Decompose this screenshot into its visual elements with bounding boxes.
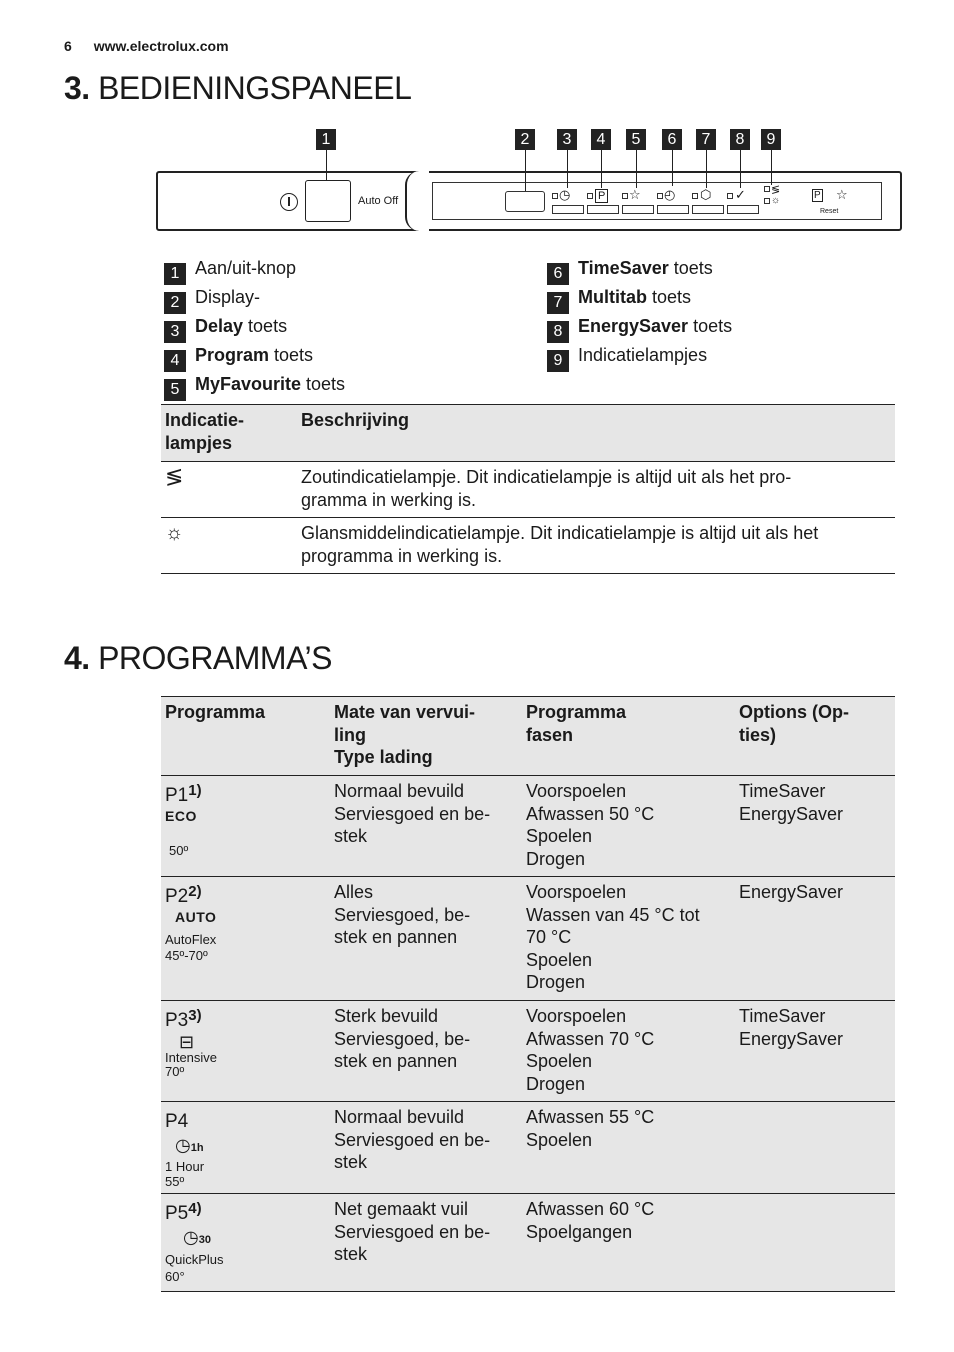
indicator-dot bbox=[692, 193, 698, 199]
eco-icon: ECO bbox=[165, 807, 197, 824]
section-number: 3. bbox=[64, 70, 90, 106]
legend-item: 2 Display- bbox=[164, 287, 260, 314]
callout-1: 1 bbox=[316, 129, 336, 150]
callout-3: 3 bbox=[557, 129, 577, 150]
leader-line bbox=[601, 150, 602, 188]
section-number: 4. bbox=[64, 640, 90, 676]
column-header: Options (Op- ties) bbox=[735, 697, 895, 776]
program-name: P1 bbox=[165, 785, 189, 806]
phases-cell: Voorspoelen Afwassen 50 °C Spoelen Drogen bbox=[522, 776, 735, 877]
callout-4: 4 bbox=[591, 129, 611, 150]
footnote-ref: 3) bbox=[188, 1007, 202, 1024]
options-cell: TimeSaver EnergySaver bbox=[735, 1001, 895, 1102]
options-cell: EnergySaver bbox=[735, 877, 895, 1001]
soil-cell: Net gemaakt vuil Serviesgoed en be- stek bbox=[330, 1194, 522, 1292]
program-cell bbox=[161, 776, 330, 877]
program-cell bbox=[161, 1001, 330, 1102]
salt-icon: ≶ bbox=[771, 184, 781, 196]
energysaver-icon: ✓ bbox=[735, 187, 746, 202]
indicator-icon-cell bbox=[161, 518, 297, 574]
myfavourite-button[interactable] bbox=[622, 205, 654, 214]
options-cell: TimeSaver EnergySaver bbox=[735, 776, 895, 877]
indicator-dot bbox=[657, 193, 663, 199]
panel-divider bbox=[405, 171, 429, 231]
favourite-icon: ☆ bbox=[629, 187, 641, 202]
indicator-dot bbox=[587, 193, 593, 199]
reset-label: Reset bbox=[820, 208, 839, 215]
legend-item: 7 Multitab toets bbox=[547, 287, 691, 314]
auto-icon: AUTO bbox=[175, 908, 217, 925]
callout-9: 9 bbox=[761, 129, 781, 150]
indicator-dot bbox=[622, 193, 628, 199]
program-icon: P bbox=[814, 190, 821, 201]
phases-cell: Afwassen 55 °C Spoelen bbox=[522, 1102, 735, 1194]
indicator-dot bbox=[727, 193, 733, 199]
description-cell: Glansmiddelindicatielampje. Dit indicatielampje is altijd uit als het programma in werking is. bbox=[297, 518, 895, 574]
phases-cell: Voorspoelen Afwassen 70 °C Spoelen Drogen bbox=[522, 1001, 735, 1102]
legend-number: 9 bbox=[547, 350, 569, 372]
leader-line bbox=[525, 150, 526, 192]
program-cell bbox=[161, 877, 330, 1001]
legend-item: 3 Delay toets bbox=[164, 316, 287, 343]
callout-2: 2 bbox=[515, 129, 535, 150]
website: www.electrolux.com bbox=[93, 38, 229, 54]
program-temp: AutoFlex 45º-70º bbox=[165, 931, 217, 963]
legend-number: 1 bbox=[164, 263, 186, 285]
indicator-dot bbox=[764, 198, 770, 204]
leader-line bbox=[706, 150, 707, 188]
multitab-icon: ⬡ bbox=[700, 187, 712, 202]
program-icon: P bbox=[595, 189, 608, 203]
soil-cell: Normaal bevuild Serviesgoed en be- stek bbox=[330, 1102, 522, 1194]
program-table bbox=[161, 696, 895, 1292]
legend-number: 7 bbox=[547, 292, 569, 314]
legend-number: 6 bbox=[547, 263, 569, 285]
timesaver-button[interactable] bbox=[657, 205, 689, 214]
column-header: Programma bbox=[161, 697, 330, 776]
footnote-ref: 1) bbox=[188, 782, 202, 799]
multitab-button[interactable] bbox=[692, 205, 724, 214]
column-header: Programma fasen bbox=[522, 697, 735, 776]
legend-number: 4 bbox=[164, 350, 186, 372]
legend-item: 9 Indicatielampjes bbox=[547, 345, 707, 372]
auto-off-label: Auto Off bbox=[358, 195, 399, 207]
options-cell bbox=[735, 1194, 895, 1292]
quick-30-icon: ◷30 bbox=[183, 1226, 211, 1247]
rinse-aid-icon: ☼ bbox=[165, 522, 184, 544]
program-name: P2 bbox=[165, 886, 189, 907]
program-temp: Intensive 70º bbox=[165, 1049, 218, 1079]
footnote-ref: 2) bbox=[188, 883, 202, 900]
page-number: 6 bbox=[64, 38, 72, 54]
soil-cell: Sterk bevuild Serviesgoed, be- stek en pannen bbox=[330, 1001, 522, 1102]
table-row bbox=[161, 776, 895, 877]
energysaver-button[interactable] bbox=[727, 205, 759, 214]
section-4-heading bbox=[64, 640, 332, 677]
callout-6: 6 bbox=[662, 129, 682, 150]
program-temp: 50º bbox=[169, 842, 189, 858]
table-header-row bbox=[161, 405, 895, 462]
phases-cell: Afwassen 60 °C Spoelgangen bbox=[522, 1194, 735, 1292]
legend-item: 6 TimeSaver toets bbox=[547, 258, 713, 285]
legend-number: 2 bbox=[164, 292, 186, 314]
display bbox=[505, 191, 545, 212]
indicator-icon-cell bbox=[161, 462, 297, 518]
legend-item: 4 Program toets bbox=[164, 345, 313, 372]
rinse-aid-icon: ☼ bbox=[771, 195, 781, 206]
table-row bbox=[161, 1102, 895, 1194]
description-cell: Zoutindicatielampje. Dit indicatielampje is altijd uit als het pro- gramma in werking is. bbox=[297, 462, 895, 518]
leader-line bbox=[567, 150, 568, 188]
options-cell bbox=[735, 1102, 895, 1194]
section-3-heading bbox=[64, 70, 411, 107]
table-row bbox=[161, 518, 895, 574]
column-header: Indicatie- lampjes bbox=[161, 405, 297, 462]
delay-button[interactable] bbox=[552, 205, 584, 214]
indicator-dot bbox=[764, 186, 770, 192]
program-cell bbox=[161, 1194, 330, 1292]
one-hour-icon: ◷1h bbox=[175, 1134, 204, 1155]
column-header: Beschrijving bbox=[297, 405, 895, 462]
power-icon bbox=[280, 193, 298, 211]
program-cell bbox=[161, 1102, 330, 1194]
legend-number: 8 bbox=[547, 321, 569, 343]
program-name: P5 bbox=[165, 1203, 189, 1224]
leader-line bbox=[326, 150, 327, 181]
indicator-dot bbox=[552, 193, 558, 199]
favourite-icon: ☆ bbox=[836, 187, 848, 202]
soil-cell: Alles Serviesgoed, be- stek en pannen bbox=[330, 877, 522, 1001]
callout-7: 7 bbox=[696, 129, 716, 150]
program-temp: QuickPlus 60° bbox=[165, 1251, 224, 1284]
legend-item: 1 Aan/uit-knop bbox=[164, 258, 296, 285]
callout-8: 8 bbox=[730, 129, 750, 150]
leader-line bbox=[740, 150, 741, 188]
legend-number: 3 bbox=[164, 321, 186, 343]
footnote-ref: 4) bbox=[188, 1200, 202, 1217]
soil-cell: Normaal bevuild Serviesgoed en be- stek bbox=[330, 776, 522, 877]
table-row bbox=[161, 877, 895, 1001]
table-header-row bbox=[161, 697, 895, 776]
table-row bbox=[161, 462, 895, 518]
legend-item: 5 MyFavourite toets bbox=[164, 374, 345, 401]
delay-icon: ◷ bbox=[559, 187, 571, 202]
leader-line bbox=[636, 150, 637, 188]
indicator-table bbox=[161, 404, 895, 574]
section-title: PROGRAMMA’S bbox=[98, 640, 332, 676]
legend-item: 8 EnergySaver toets bbox=[547, 316, 732, 343]
leader-line bbox=[672, 150, 673, 186]
table-row bbox=[161, 1001, 895, 1102]
column-header: Mate van vervui- ling Type lading bbox=[330, 697, 522, 776]
program-temp: 1 Hour 55º bbox=[165, 1158, 205, 1189]
phases-cell: Voorspoelen Wassen van 45 °C tot 70 °C Spoelen Drogen bbox=[522, 877, 735, 1001]
program-name: P4 bbox=[165, 1111, 189, 1132]
legend-number: 5 bbox=[164, 379, 186, 401]
pot-icon: ⊟ bbox=[179, 1031, 195, 1052]
program-button[interactable] bbox=[587, 205, 619, 214]
on-off-button[interactable] bbox=[305, 180, 351, 222]
section-title: BEDIENINGSPANEEL bbox=[98, 70, 412, 106]
timesaver-icon: ◴ bbox=[664, 187, 676, 202]
salt-icon: ≶ bbox=[165, 464, 184, 489]
table-row bbox=[161, 1194, 895, 1292]
program-name: P3 bbox=[165, 1010, 189, 1031]
page-header bbox=[64, 38, 229, 54]
callout-5: 5 bbox=[626, 129, 646, 150]
leader-line bbox=[771, 150, 772, 185]
